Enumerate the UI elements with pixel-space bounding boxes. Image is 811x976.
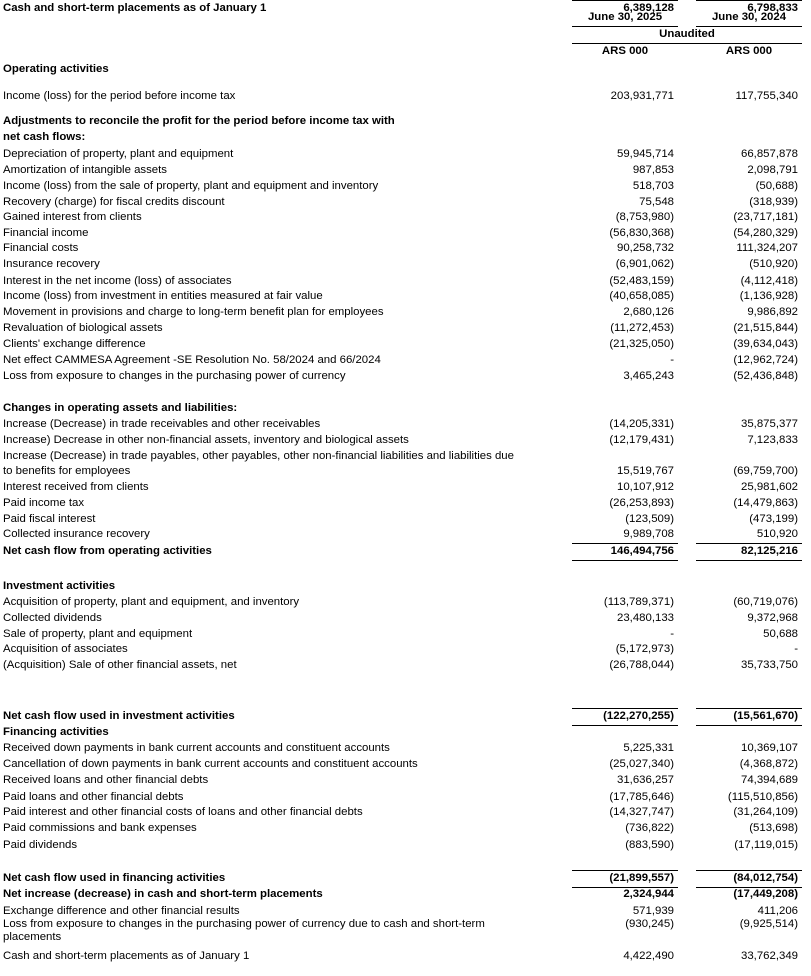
row-label: Received down payments in bank current accounts and constituent accounts	[3, 742, 390, 754]
row-label: net cash flows:	[3, 131, 86, 143]
total-top-rule	[572, 870, 678, 871]
row-label: (Acquisition) Sale of other financial assets, net	[3, 659, 237, 671]
row-label: Paid dividends	[3, 839, 78, 851]
row-value-2025: 59,945,714	[616, 148, 674, 160]
statement-row	[0, 61, 811, 77]
row-value-2024: (4,368,872)	[739, 758, 798, 770]
row-value-2024: 33,762,349	[740, 950, 798, 962]
row-value-2024: (50,688)	[755, 180, 798, 192]
row-value-2024: (15,561,670)	[733, 710, 798, 722]
row-value-2024: (39,634,043)	[733, 338, 798, 350]
row-value-2025: 987,853	[632, 164, 674, 176]
statement-row	[0, 724, 811, 740]
column-header-2024: June 30, 2024	[711, 11, 787, 23]
row-label: Operating activities	[3, 63, 109, 75]
row-label: Amortization of intangible assets	[3, 164, 167, 176]
statement-row	[0, 368, 811, 384]
row-value-2024: 25,981,602	[740, 481, 798, 493]
row-label: Net effect CAMMESA Agreement -SE Resolution No. 58/2024 and 66/2024	[3, 354, 381, 366]
row-value-2025: (123,509)	[625, 513, 674, 525]
row-label: Collected insurance recovery	[3, 528, 150, 540]
row-value-2025: 571,939	[632, 905, 674, 917]
row-value-2024: 35,875,377	[740, 418, 798, 430]
statement-row	[0, 740, 811, 756]
row-label: placements	[3, 931, 62, 943]
row-value-2025: (883,590)	[625, 839, 674, 851]
row-label: Net cash flow used in financing activities	[3, 872, 226, 884]
statement-row	[0, 772, 811, 788]
total-top-rule	[696, 708, 802, 709]
row-value-2024: (318,939)	[749, 196, 798, 208]
statement-row	[0, 543, 811, 559]
total-bottom-rule	[572, 887, 678, 888]
row-value-2025: (52,483,159)	[609, 275, 674, 287]
statement-row	[0, 626, 811, 642]
row-value-2025: -	[670, 354, 674, 366]
row-value-2024: (14,479,863)	[733, 497, 798, 509]
statement-row	[0, 610, 811, 626]
row-label: Net increase (decrease) in cash and short-term placements	[3, 888, 323, 900]
row-value-2025: (56,830,368)	[609, 227, 674, 239]
column-header-2024-underline	[696, 26, 802, 27]
row-label: Increase) Decrease in other non-financial assets, inventory and biological assets	[3, 434, 409, 446]
total-bottom-rule	[696, 887, 802, 888]
row-value-2025: (8,753,980)	[615, 211, 674, 223]
statement-row	[0, 929, 811, 945]
row-label: Financing activities	[3, 726, 109, 738]
row-value-2024: 35,733,750	[740, 659, 798, 671]
total-top-rule	[572, 708, 678, 709]
row-label: Increase (Decrease) in trade receivables and other receivables	[3, 418, 321, 430]
row-label: Sale of property, plant and equipment	[3, 628, 193, 640]
row-value-2024: 82,125,216	[740, 545, 798, 557]
row-value-2024: (54,280,329)	[733, 227, 798, 239]
row-value-2025: (11,272,453)	[610, 322, 674, 334]
row-label: Cash and short-term placements as of January 1	[3, 2, 267, 14]
row-label: Exchange difference and other financial results	[3, 905, 240, 917]
statement-row	[0, 594, 811, 610]
row-value-2024: (510,920)	[749, 258, 798, 270]
row-value-2024: 10,369,107	[740, 742, 798, 754]
row-value-2024: 2,098,791	[747, 164, 798, 176]
row-value-2025: 146,494,756	[610, 545, 674, 557]
statement-row	[0, 336, 811, 352]
statement-row	[0, 209, 811, 225]
row-label: Clients' exchange difference	[3, 338, 146, 350]
row-value-2025: 9,989,708	[623, 528, 674, 540]
total-bottom-rule	[696, 725, 802, 726]
row-label: Acquisition of property, plant and equipment, and inventory	[3, 596, 300, 608]
statement-row	[0, 463, 811, 479]
unit-label-2025: ARS 000	[601, 45, 649, 57]
total-bottom-rule	[572, 725, 678, 726]
row-value-2024: (21,515,844)	[733, 322, 798, 334]
statement-row	[0, 870, 811, 886]
row-value-2024: 6,798,833	[747, 2, 798, 14]
row-value-2024: 111,324,207	[736, 242, 798, 254]
statement-row	[0, 178, 811, 194]
row-value-2024: 510,920	[756, 528, 798, 540]
total-top-rule	[696, 543, 802, 544]
row-value-2025: (122,270,255)	[603, 710, 674, 722]
statement-row	[0, 837, 811, 853]
row-value-2025: 23,480,133	[616, 612, 674, 624]
statement-row	[0, 789, 811, 805]
row-label: Income (loss) for the period before income tax	[3, 90, 236, 102]
statement-row	[0, 225, 811, 241]
row-label: Net cash flow from operating activities	[3, 545, 212, 557]
row-value-2024: (17,119,015)	[734, 839, 798, 851]
statement-row	[0, 657, 811, 673]
row-value-2024: (4,112,418)	[740, 275, 798, 287]
statement-row	[0, 304, 811, 320]
statement-row	[0, 432, 811, 448]
total-bottom-rule	[696, 0, 802, 1]
row-value-2025: (25,027,340)	[609, 758, 674, 770]
row-label: Cash and short-term placements as of January 1	[3, 950, 250, 962]
statement-row	[0, 352, 811, 368]
row-label: Income (loss) from the sale of property, plant and equipment and inventory	[3, 180, 379, 192]
row-value-2025: (17,785,646)	[609, 791, 674, 803]
row-value-2025: (736,822)	[625, 822, 674, 834]
column-header-2025: June 30, 2025	[587, 11, 663, 23]
row-value-2025: 2,324,944	[623, 888, 674, 900]
statement-row	[0, 511, 811, 527]
row-value-2024: (473,199)	[749, 513, 798, 525]
statement-row	[0, 948, 811, 964]
row-label: to benefits for employees	[3, 465, 131, 477]
statement-row	[0, 886, 811, 902]
row-label: Interest received from clients	[3, 481, 149, 493]
row-value-2024: (23,717,181)	[733, 211, 798, 223]
statement-row	[0, 756, 811, 772]
row-value-2024: (115,510,856)	[727, 791, 798, 803]
statement-row	[0, 641, 811, 657]
row-value-2025: 90,258,732	[616, 242, 674, 254]
row-value-2025: 6,389,128	[623, 2, 674, 14]
row-value-2024: -	[794, 643, 798, 655]
statement-row	[0, 273, 811, 289]
row-value-2025: 5,225,331	[623, 742, 674, 754]
statement-row	[0, 88, 811, 104]
row-label: Revaluation of biological assets	[3, 322, 163, 334]
total-top-rule	[572, 543, 678, 544]
row-value-2025: (5,172,973)	[615, 643, 674, 655]
row-value-2024: (9,925,514)	[739, 918, 798, 930]
row-value-2025: (14,205,331)	[609, 418, 674, 430]
row-value-2025: (113,789,371)	[603, 596, 674, 608]
row-value-2024: 411,206	[757, 905, 798, 917]
row-value-2024: 66,857,878	[740, 148, 798, 160]
row-value-2025: (26,253,893)	[609, 497, 674, 509]
statement-row	[0, 495, 811, 511]
statement-row	[0, 113, 811, 129]
row-label: Financial income	[3, 227, 89, 239]
column-header-2025-underline	[572, 26, 678, 27]
row-value-2025: 31,636,257	[616, 774, 674, 786]
statement-row	[0, 708, 811, 724]
total-top-rule	[696, 870, 802, 871]
row-label: Loss from exposure to changes in the purchasing power of currency	[3, 370, 346, 382]
row-label: Received loans and other financial debts	[3, 774, 209, 786]
row-value-2025: 518,703	[632, 180, 674, 192]
row-label: Changes in operating assets and liabilities:	[3, 402, 238, 414]
row-value-2025: 75,548	[639, 196, 674, 208]
total-bottom-rule	[572, 560, 678, 561]
row-label: Paid loans and other financial debts	[3, 791, 184, 803]
row-value-2025: 10,107,912	[616, 481, 674, 493]
row-label: Collected dividends	[3, 612, 102, 624]
unaudited-underline	[572, 43, 802, 44]
row-label: Financial costs	[3, 242, 79, 254]
row-label: Acquisition of associates	[3, 643, 128, 655]
statement-row	[0, 320, 811, 336]
row-value-2025: 15,519,767	[616, 465, 674, 477]
row-value-2025: 4,422,490	[623, 950, 674, 962]
statement-row	[0, 416, 811, 432]
row-value-2024: 74,394,689	[740, 774, 798, 786]
row-value-2025: 3,465,243	[623, 370, 674, 382]
row-value-2025: (21,325,050)	[609, 338, 674, 350]
row-value-2025: 2,680,126	[623, 306, 674, 318]
row-label: Income (loss) from investment in entities measured at fair value	[3, 290, 323, 302]
row-value-2024: 9,372,968	[747, 612, 798, 624]
statement-row	[0, 162, 811, 178]
statement-row	[0, 448, 811, 464]
row-label: Increase (Decrease) in trade payables, other payables, other non-financial liabilities and liabilities due	[3, 450, 514, 462]
unaudited-label: Unaudited	[659, 28, 715, 40]
total-bottom-rule	[696, 560, 802, 561]
statement-row	[0, 288, 811, 304]
row-label: Movement in provisions and charge to long-term benefit plan for employees	[3, 306, 384, 318]
row-value-2025: -	[670, 628, 674, 640]
row-label: Investment activities	[3, 580, 116, 592]
row-value-2024: (1,136,928)	[739, 290, 798, 302]
row-value-2024: 117,755,340	[735, 90, 798, 102]
row-label: Paid commissions and bank expenses	[3, 822, 197, 834]
row-value-2025: (14,327,747)	[609, 806, 674, 818]
row-label: Paid income tax	[3, 497, 85, 509]
row-label: Net cash flow used in investment activities	[3, 710, 235, 722]
row-value-2025: (12,179,431)	[609, 434, 674, 446]
statement-row	[0, 129, 811, 145]
row-label: Loss from exposure to changes in the purchasing power of currency due to cash and short-term	[3, 918, 485, 930]
statement-row	[0, 400, 811, 416]
row-value-2024: (69,759,700)	[733, 465, 798, 477]
row-value-2024: (84,012,754)	[733, 872, 798, 884]
row-value-2025: 203,931,771	[610, 90, 674, 102]
row-label: Paid interest and other financial costs of loans and other financial debts	[3, 806, 363, 818]
statement-row	[0, 820, 811, 836]
row-label: Cancellation of down payments in bank current accounts and constituent accounts	[3, 758, 418, 770]
row-value-2024: 9,986,892	[747, 306, 798, 318]
unit-label-2024: ARS 000	[725, 45, 773, 57]
row-value-2025: (21,899,557)	[609, 872, 674, 884]
row-value-2025: (6,901,062)	[615, 258, 674, 270]
row-value-2024: 50,688	[763, 628, 798, 640]
row-label: Paid fiscal interest	[3, 513, 96, 525]
total-bottom-rule	[572, 0, 678, 1]
row-label: Depreciation of property, plant and equipment	[3, 148, 234, 160]
row-label: Recovery (charge) for fiscal credits discount	[3, 196, 225, 208]
row-value-2025: (26,788,044)	[609, 659, 674, 671]
statement-row	[0, 0, 811, 16]
row-value-2024: (513,698)	[749, 822, 798, 834]
row-value-2024: (17,449,208)	[733, 888, 798, 900]
statement-row	[0, 578, 811, 594]
row-value-2024: 7,123,833	[747, 434, 798, 446]
row-value-2024: (31,264,109)	[733, 806, 798, 818]
row-label: Insurance recovery	[3, 258, 100, 270]
row-label: Adjustments to reconcile the profit for the period before income tax with	[3, 115, 395, 127]
row-value-2025: (40,658,085)	[609, 290, 674, 302]
statement-row	[0, 804, 811, 820]
statement-row	[0, 240, 811, 256]
statement-row	[0, 479, 811, 495]
row-value-2024: (60,719,076)	[733, 596, 798, 608]
statement-row	[0, 526, 811, 542]
statement-row	[0, 194, 811, 210]
statement-row	[0, 256, 811, 272]
statement-row	[0, 146, 811, 162]
row-value-2024: (12,962,724)	[733, 354, 798, 366]
row-label: Interest in the net income (loss) of associates	[3, 275, 232, 287]
row-value-2024: (52,436,848)	[733, 370, 798, 382]
row-value-2025: (930,245)	[625, 918, 674, 930]
row-label: Gained interest from clients	[3, 211, 142, 223]
